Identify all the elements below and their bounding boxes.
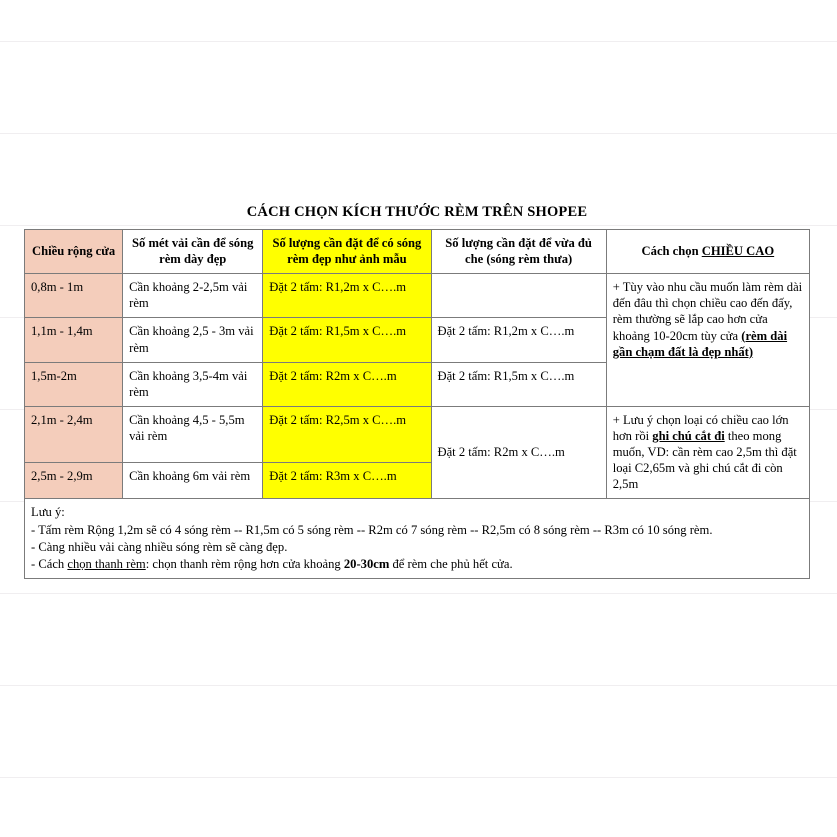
size-guide-table (24, 229, 810, 579)
cell-qty-nice: Đặt 2 tấm: R3m x C….m (263, 463, 431, 499)
footer-line-3-bold: 20-30cm (343, 556, 390, 571)
cell-height-note-2 (606, 406, 809, 499)
table-row (25, 274, 810, 318)
size-guide-table-wrapper (24, 204, 810, 579)
height-note-2-emphasis: ghi chú cắt đi (652, 428, 725, 443)
cell-qty-nice: Đặt 2 tấm: R1,5m x C….m (263, 318, 431, 362)
cell-qty-nice: Đặt 2 tấm: R1,2m x C….m (263, 274, 431, 318)
column-header-qty-min: Số lượng cần đặt để vừa đủ che (sóng rèm thưa) (431, 230, 606, 274)
page-rule (0, 685, 837, 686)
cell-fabric: Cần khoảng 6m vải rèm (123, 463, 263, 499)
cell-width: 2,1m - 2,4m (25, 406, 123, 463)
cell-fabric: Cần khoảng 3,5-4m vải rèm (123, 362, 263, 406)
page-title: CÁCH CHỌN KÍCH THƯỚC RÈM TRÊN SHOPEE (246, 204, 588, 220)
footer-line-3-underline: chọn thanh rèm (67, 556, 146, 571)
cell-fabric: Cần khoảng 4,5 - 5,5m vải rèm (123, 406, 263, 463)
height-note-2-text-b: theo mong muốn, VD: cần rèm cao 2,5m thì đặt loại C2,65m và ghi chú cắt đi còn 2,5m (612, 428, 797, 492)
column-header-fabric: Số mét vải cần để sóng rèm dày đẹp (123, 230, 263, 274)
footer-line-3 (31, 556, 803, 572)
column-header-height: Cách chọn CHIỀU CAO (606, 230, 809, 274)
footer-notes (25, 499, 810, 578)
table-footer-row (25, 499, 810, 578)
column-header-width: Chiều rộng cửa (25, 230, 123, 274)
page-rule (0, 133, 837, 134)
cell-qty-min: Đặt 2 tấm: R2m x C….m (431, 406, 606, 499)
cell-height-note-1 (606, 274, 809, 407)
page-rule (0, 41, 837, 42)
footer-line-3-a: - Cách (31, 556, 68, 571)
cell-qty-min: Đặt 2 tấm: R1,2m x C….m (431, 318, 606, 362)
footer-line-1: - Tấm rèm Rộng 1,2m sẽ có 4 sóng rèm -- R1,5m có 5 sóng rèm -- R2m có 7 sóng rèm -- R2,5m có 8 sóng rèm -- R3m có 10 sóng rèm. (31, 522, 713, 537)
cell-qty-min (431, 274, 606, 318)
height-note-1-emphasis: (rèm dài gần chạm đất là đẹp nhất) (612, 328, 788, 359)
page-rule (0, 777, 837, 778)
table-row (25, 406, 810, 463)
cell-qty-nice: Đặt 2 tấm: R2m x C….m (263, 362, 431, 406)
footer-line-2: - Càng nhiều vải càng nhiều sóng rèm sẽ càng đẹp. (31, 539, 288, 554)
cell-qty-min: Đặt 2 tấm: R1,5m x C….m (431, 362, 606, 406)
footer-line-3-c: để rèm che phủ hết cửa. (389, 556, 513, 571)
table-header-row (25, 230, 810, 274)
cell-width: 1,1m - 1,4m (25, 318, 123, 362)
cell-width: 0,8m - 1m (25, 274, 123, 318)
cell-width: 2,5m - 2,9m (25, 463, 123, 499)
page-rule (0, 593, 837, 594)
height-note-2-text-a: + Lưu ý chọn loại có chiều cao lớn hơn rồi (612, 412, 789, 443)
column-header-qty-nice: Số lượng cần đặt để có sóng rèm đẹp như ảnh mẫu (263, 230, 431, 274)
footer-line-3-b: : chọn thanh rèm rộng hơn cửa khoảng (145, 556, 344, 571)
height-note-1-text: + Tùy vào nhu cầu muốn làm rèm dài đến đâu thì chọn chiều cao đến đấy, rèm thường sẽ lắp cao hơn cửa khoảng 10-20cm tùy cửa (612, 280, 803, 343)
cell-width: 1,5m-2m (25, 362, 123, 406)
footer-label: Lưu ý: (31, 505, 65, 520)
cell-fabric: Cần khoảng 2-2,5m vải rèm (123, 274, 263, 318)
cell-qty-nice: Đặt 2 tấm: R2,5m x C….m (263, 406, 431, 463)
cell-fabric: Cần khoảng 2,5 - 3m vải rèm (123, 318, 263, 362)
